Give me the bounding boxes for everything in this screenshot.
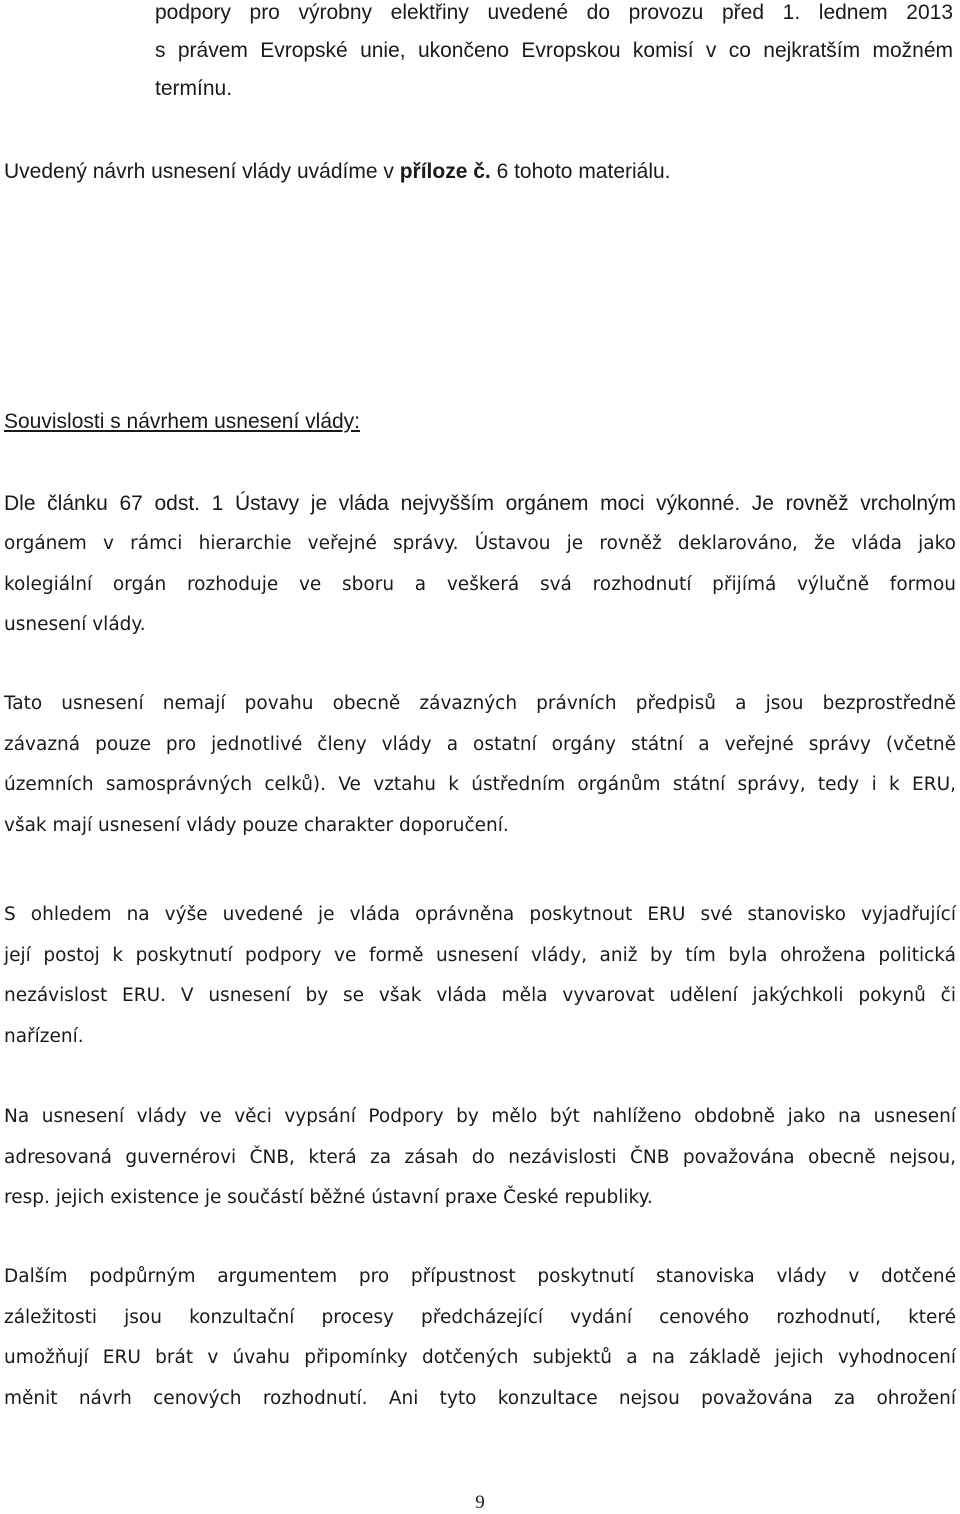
intro-paragraph (155, 0, 953, 108)
text-line: podpory pro výrobny elektřiny uvedené do provozu před 1. lednem 2013 (155, 1, 953, 24)
text-line: nezávislost ERU. V usnesení by se však vláda měla vyvarovat udělení jakýchkoli pokynů či (4, 985, 956, 1006)
paragraph-resolutions (4, 684, 956, 846)
section-heading-text: Souvislosti s návrhem usnesení vlády: (4, 410, 361, 433)
text-line: záležitosti jsou konzultační procesy předcházející vydání cenového rozhodnutí, které (4, 1306, 956, 1328)
paragraph-government-opinion (4, 895, 956, 1057)
text-line: kolegiální orgán rozhoduje ve sboru a veškerá svá rozhodnutí přijímá výlučně formou (4, 573, 956, 595)
text-line: umožňují ERU brát v úvahu připomínky dotčených subjektů a na základě jejich vyhodnocení (4, 1347, 956, 1368)
text-line: orgánem v rámci hierarchie veřejné správy. Ústavou je rovněž deklarováno, že vláda jako (4, 533, 956, 554)
annex-reference (4, 153, 671, 191)
paragraph-cnb-analogy (4, 1097, 956, 1219)
text-line: Tato usnesení nemají povahu obecně závazných právních předpisů a jsou bezprostředně (4, 693, 956, 714)
section-heading (4, 403, 360, 441)
text-line: S ohledem na výše uvedené je vláda oprávněna poskytnout ERU své stanovisko vyjadřující (4, 904, 956, 925)
text-line: Dle článku 67 odst. 1 Ústavy je vláda nejvyšším orgánem moci výkonné. Je rovněž vrcholným (4, 492, 956, 515)
text-line: s právem Evropské unie, ukončeno Evropskou komisí v co nejkratším možném (155, 39, 953, 62)
text-line: usnesení vlády. (4, 614, 146, 635)
text-line: závazná pouze pro jednotlivé členy vlády a ostatní orgány státní a veřejné správy (včetně (4, 733, 956, 755)
text-line: měnit návrh cenových rozhodnutí. Ani tyto konzultace nejsou považována za ohrožení (4, 1387, 956, 1409)
text-line: Na usnesení vlády ve věci vypsání Podpory by mělo být nahlíženo obdobně jako na usnesení (4, 1106, 956, 1127)
text-line: Dalším podpůrným argumentem pro přípustnost poskytnutí stanoviska vlády v dotčené (4, 1266, 956, 1287)
paragraph-consultation (4, 1257, 956, 1419)
text-line: územních samosprávných celků). Ve vztahu k ústředním orgánům státní správy, tedy i k ERU, (4, 774, 956, 795)
annex-text-before: Uvedený návrh usnesení vlády uvádíme v (4, 160, 400, 183)
paragraph-constitution (4, 484, 956, 646)
annex-text-after: 6 tohoto materiálu. (490, 160, 671, 183)
text-line: její postoj k poskytnutí podpory ve formě usnesení vlády, aniž by tím byla ohrožena politická (4, 944, 956, 966)
text-line: termínu. (155, 77, 233, 100)
page-number: 9 (475, 1492, 485, 1513)
text-line: nařízení. (4, 1025, 84, 1047)
text-line: však mají usnesení vlády pouze charakter doporučení. (4, 814, 509, 836)
text-line: adresovaná guvernérovi ČNB, která za zásah do nezávislosti ČNB považována obecně nejsou, (4, 1146, 956, 1168)
text-line: resp. jejich existence je součástí běžné ústavní praxe České republiky. (4, 1187, 653, 1208)
annex-bold-ref: příloze č. (399, 160, 491, 183)
